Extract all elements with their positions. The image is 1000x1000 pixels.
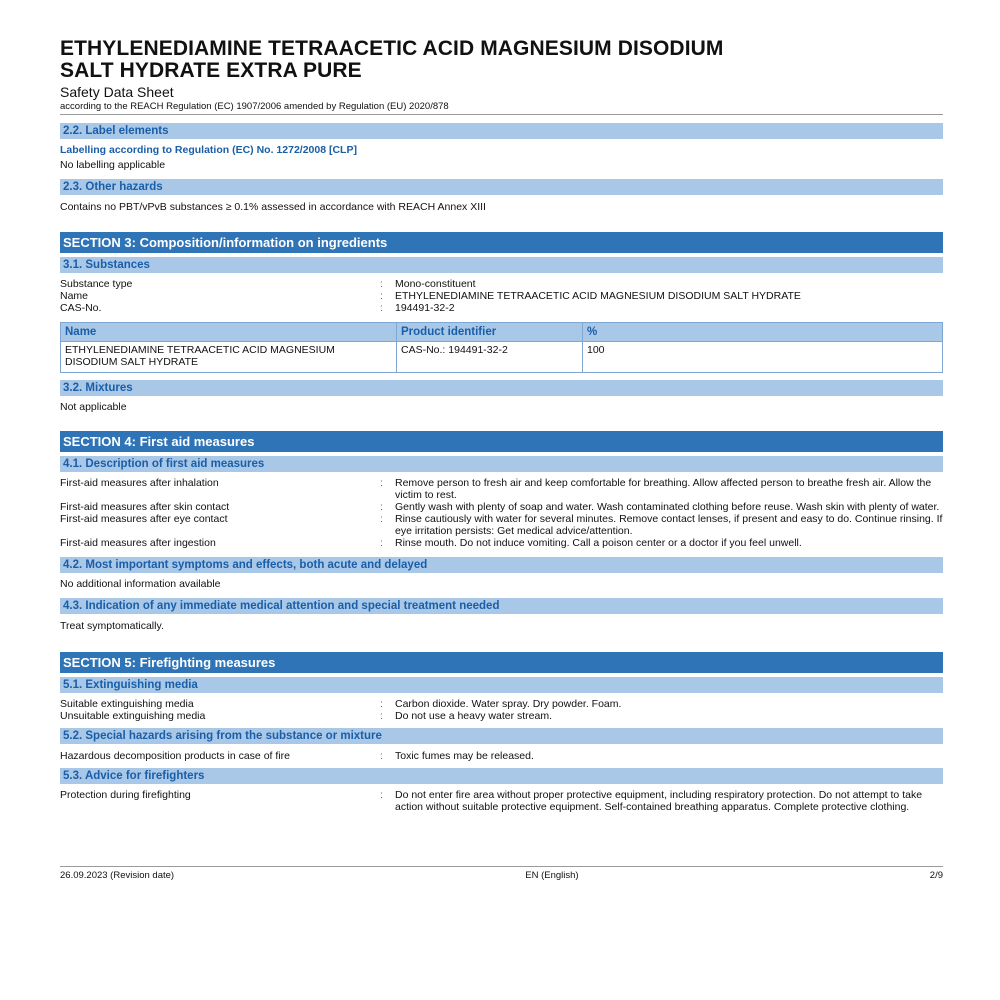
media-label: Unsuitable extinguishing media: [60, 710, 206, 722]
detail-value: 194491-32-2: [395, 302, 455, 314]
title-line-1: ETHYLENEDIAMINE TETRAACETIC ACID MAGNESIUM DISODIUM: [60, 37, 724, 60]
first-aid-value: Gently wash with plenty of soap and water. Wash contaminated clothing before reuse. Wash skin with plenty of water.: [395, 501, 940, 513]
advice-value: Do not enter fire area without proper protective equipment, including respiratory protection. Do not attempt to take action without suitable protective equipment. Self-contained breathing apparatus. Complete protective clothing.: [395, 789, 923, 813]
page-footer: [60, 866, 943, 881]
page-number: 2/9: [929, 870, 943, 881]
hazard-value: Toxic fumes may be released.: [395, 750, 534, 762]
symptoms-text: No additional information available: [60, 578, 221, 590]
detail-row: CAS-No. : 194491-32-2: [60, 302, 943, 314]
cell-product-identifier: CAS-No.: 194491-32-2: [397, 342, 583, 373]
clp-labelling-title: Labelling according to Regulation (EC) No. 1272/2008 [CLP]: [60, 144, 357, 156]
subsection-2-2-heading: 2.2. Label elements: [60, 123, 943, 139]
first-aid-value: Rinse mouth. Do not induce vomiting. Call a poison center or a doctor if you feel unwell.: [395, 537, 802, 549]
first-aid-label: First-aid measures after skin contact: [60, 501, 230, 513]
first-aid-value: Rinse cautiously with water for several minutes. Remove contact lenses, if present and easy to do. Continue rinsing. If eye irritation persists: Get medical advice/attention.: [395, 513, 943, 537]
media-row: Suitable extinguishing media : Carbon dioxide. Water spray. Dry powder. Foam.: [60, 698, 943, 710]
column-header-name: Name: [61, 323, 397, 342]
table-header-row: [61, 323, 943, 342]
document-title: [60, 38, 943, 82]
hazard-row: Hazardous decomposition products in case of fire : Toxic fumes may be released.: [60, 750, 943, 762]
detail-value: ETHYLENEDIAMINE TETRAACETIC ACID MAGNESIUM DISODIUM SALT HYDRATE: [395, 290, 801, 302]
substance-details: [60, 278, 943, 314]
first-aid-row: First-aid measures after inhalation : Remove person to fresh air and keep comfortable for breathing. Allow affected person to breathe fresh air. Allow the victim to rest.: [60, 477, 943, 501]
subsection-4-3-heading: 4.3. Indication of any immediate medical attention and special treatment needed: [60, 598, 943, 614]
document-subtitle: Safety Data Sheet: [60, 84, 174, 100]
detail-value: Mono-constituent: [395, 278, 476, 290]
column-header-product-identifier: Product identifier: [397, 323, 583, 342]
detail-row: Substance type : Mono-constituent: [60, 278, 943, 290]
first-aid-row: First-aid measures after skin contact : Gently wash with plenty of soap and water. Wash contaminated clothing before reuse. Wash skin with plenty of water.: [60, 501, 943, 513]
special-hazards: [60, 750, 943, 762]
first-aid-measures: [60, 477, 943, 549]
detail-label: CAS-No.: [60, 302, 102, 314]
ingredients-table: [60, 322, 943, 373]
advice-row: Protection during firefighting : Do not enter fire area without proper protective equipment, including respiratory protection. Do not attempt to take action without suitable protective equipment. Self-contained breathing apparatus. Complete protective clothing.: [60, 789, 943, 813]
media-value: Do not use a heavy water stream.: [395, 710, 552, 722]
labelling-text: No labelling applicable: [60, 159, 166, 171]
first-aid-label: First-aid measures after inhalation: [60, 477, 219, 489]
advice-label: Protection during firefighting: [60, 789, 191, 801]
section-5-heading: SECTION 5: Firefighting measures: [60, 652, 943, 673]
table-row: [61, 342, 943, 373]
media-row: Unsuitable extinguishing media : Do not use a heavy water stream.: [60, 710, 943, 722]
detail-row: Name : ETHYLENEDIAMINE TETRAACETIC ACID MAGNESIUM DISODIUM SALT HYDRATE: [60, 290, 943, 302]
extinguishing-media: [60, 698, 943, 722]
first-aid-row: First-aid measures after ingestion : Rinse mouth. Do not induce vomiting. Call a poison center or a doctor if you feel unwell.: [60, 537, 943, 549]
cell-percent: 100: [583, 342, 943, 373]
subsection-4-2-heading: 4.2. Most important symptoms and effects, both acute and delayed: [60, 557, 943, 573]
section-4-heading: SECTION 4: First aid measures: [60, 431, 943, 452]
revision-date: 26.09.2023 (Revision date): [60, 870, 175, 881]
subsection-3-1-heading: 3.1. Substances: [60, 257, 943, 273]
media-label: Suitable extinguishing media: [60, 698, 194, 710]
first-aid-label: First-aid measures after ingestion: [60, 537, 216, 549]
sds-page: [60, 38, 943, 813]
title-line-2: SALT HYDRATE EXTRA PURE: [60, 59, 362, 82]
hazard-label: Hazardous decomposition products in case of fire: [60, 750, 290, 762]
first-aid-value: Remove person to fresh air and keep comfortable for breathing. Allow affected person to breathe fresh air. Allow the victim to rest.: [395, 477, 932, 501]
subsection-3-2-heading: 3.2. Mixtures: [60, 380, 943, 396]
column-header-percent: %: [583, 323, 943, 342]
subsection-2-3-heading: 2.3. Other hazards: [60, 179, 943, 195]
section-3-heading: SECTION 3: Composition/information on ingredients: [60, 232, 943, 253]
subsection-5-1-heading: 5.1. Extinguishing media: [60, 677, 943, 693]
media-value: Carbon dioxide. Water spray. Dry powder. Foam.: [395, 698, 622, 710]
detail-label: Substance type: [60, 278, 133, 290]
regulation-note: according to the REACH Regulation (EC) 1907/2006 amended by Regulation (EU) 2020/878: [60, 101, 943, 115]
medical-attention-text: Treat symptomatically.: [60, 620, 164, 632]
subsection-4-1-heading: 4.1. Description of first aid measures: [60, 456, 943, 472]
first-aid-label: First-aid measures after eye contact: [60, 513, 228, 525]
detail-label: Name: [60, 290, 89, 302]
language: EN (English): [525, 870, 579, 881]
firefighter-advice: [60, 789, 943, 813]
other-hazards-text: Contains no PBT/vPvB substances ≥ 0.1% assessed in accordance with REACH Annex XIII: [60, 201, 486, 213]
mixtures-text: Not applicable: [60, 401, 127, 413]
subsection-5-3-heading: 5.3. Advice for firefighters: [60, 768, 943, 784]
cell-name: ETHYLENEDIAMINE TETRAACETIC ACID MAGNESIUM DISODIUM SALT HYDRATE: [61, 342, 397, 373]
subsection-5-2-heading: 5.2. Special hazards arising from the substance or mixture: [60, 728, 943, 744]
first-aid-row: First-aid measures after eye contact : Rinse cautiously with water for several minutes. Remove contact lenses, if present and easy to do. Continue rinsing. If eye irritation persists: Get medical advice/attention.: [60, 513, 943, 537]
